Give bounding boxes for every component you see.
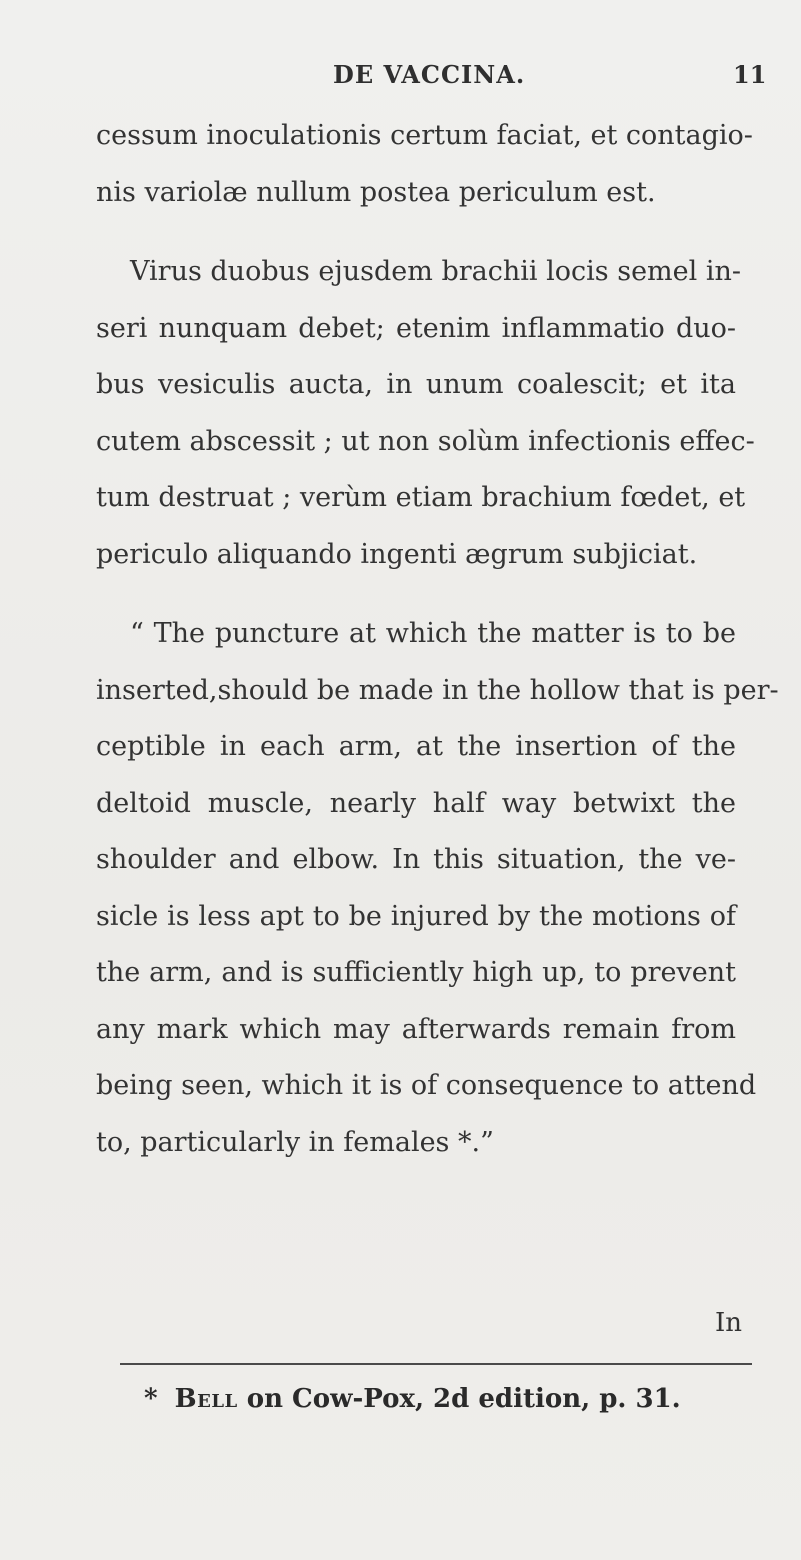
text-line: cutem abscessit ; ut non solùm infectionis effec- [96,425,755,457]
quoted-paragraph [96,606,779,1171]
paragraph [96,244,755,583]
body-text [96,108,779,1171]
footnote-mark: * [144,1384,158,1414]
text-line: ceptible in each arm, at the insertion of the [96,731,736,762]
page-header [0,60,801,100]
text-line: being seen, which it is of consequence to attend [96,1070,757,1101]
text-line: seri nunquam debet; etenim inflammatio duo- [96,312,736,344]
text-line: periculo aliquando ingenti ægrum subjiciat. [96,538,698,570]
text-line: shoulder and elbow. In this situation, the ve- [96,844,736,875]
footnote-author: Bell [174,1384,238,1414]
text-line: inserted,should be made in the hollow that is per- [96,674,779,706]
footnote [144,1384,704,1414]
page-number: 11 [733,60,767,89]
text-line: cessum inoculationis certum faciat, et contagio- [96,120,753,151]
text-line: any mark which may afterwards remain from [96,1013,736,1045]
paragraph-gap [96,221,736,244]
paragraph-gap [96,583,736,606]
catchword-row [96,1308,742,1348]
text-line: deltoid muscle, nearly half way betwixt the [96,787,736,819]
text-line: sicle is less apt to be injured by the motions of [96,900,736,932]
text-line: bus vesiculis aucta, in unum coalescit; et ita [96,369,736,400]
text-line: “ The puncture at which the matter is to be [130,618,736,649]
text-line: Virus duobus ejusdem brachii locis semel in- [130,256,741,287]
catchword: In [714,1308,742,1338]
text-line: the arm, and is sufficiently high up, to prevent [96,957,736,988]
footnote-text: on Cow-Pox, 2d edition, p. 31. [246,1384,681,1414]
running-head: DE VACCINA. [333,60,526,89]
text-line: to, particularly in females *.” [96,1126,494,1158]
paragraph [96,108,753,221]
footnote-rule [120,1363,752,1365]
text-line: tum destruat ; verùm etiam brachium fœdet, et [96,482,746,513]
text-line: nis variolæ nullum postea periculum est. [96,176,656,208]
